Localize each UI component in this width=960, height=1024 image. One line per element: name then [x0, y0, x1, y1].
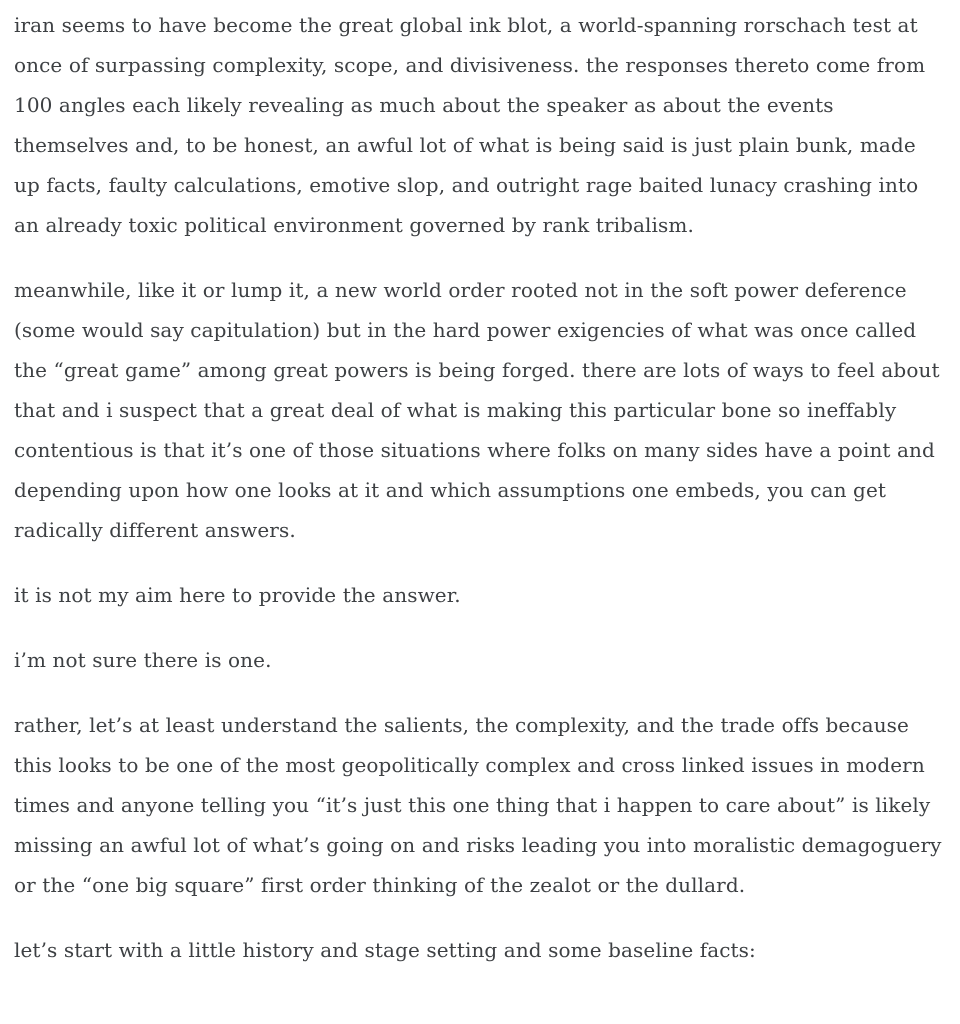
paragraph-not-my-aim: it is not my aim here to provide the answer. — [14, 583, 461, 607]
paragraph-lets-start: let’s start with a little history and stage setting and some baseline facts: — [14, 938, 756, 962]
paragraph-understand-salients: rather, let’s at least understand the salients, the complexity, and the trade offs because this looks to be one of the most geopolitically complex and cross linked issues in modern times and anyone telling you “it’s just this one thing that i happen to care about” is likely missing an awful lot of what’s going on and risks leading you into moralistic demagoguery or the “one big square” first order thinking of the zealot or the dullard. — [14, 713, 942, 897]
paragraph-new-world-order: meanwhile, like it or lump it, a new world order rooted not in the soft power deference (some would say capitulation) but in the hard power exigencies of what was once called the “great game” among great powers is being forged. there are lots of ways to feel about that and i suspect that a great deal of what is making this particular bone so ineffably contentious is that it’s one of those situations where folks on many sides have a point and depending upon how one looks at it and which assumptions one embeds, you can get radically different answers. — [14, 278, 940, 542]
paragraph-ink-blot: iran seems to have become the great global ink blot, a world-spanning rorschach test at once of surpassing complexity, scope, and divisiveness. the responses thereto come from 100 angles each likely revealing as much about the speaker as about the events themselves and, to be honest, an awful lot of what is being said is just plain bunk, made up facts, faulty calculations, emotive slop, and outright rage baited lunacy crashing into an already toxic political environment governed by rank tribalism. — [14, 13, 926, 237]
paragraph-not-sure: i’m not sure there is one. — [14, 648, 272, 672]
